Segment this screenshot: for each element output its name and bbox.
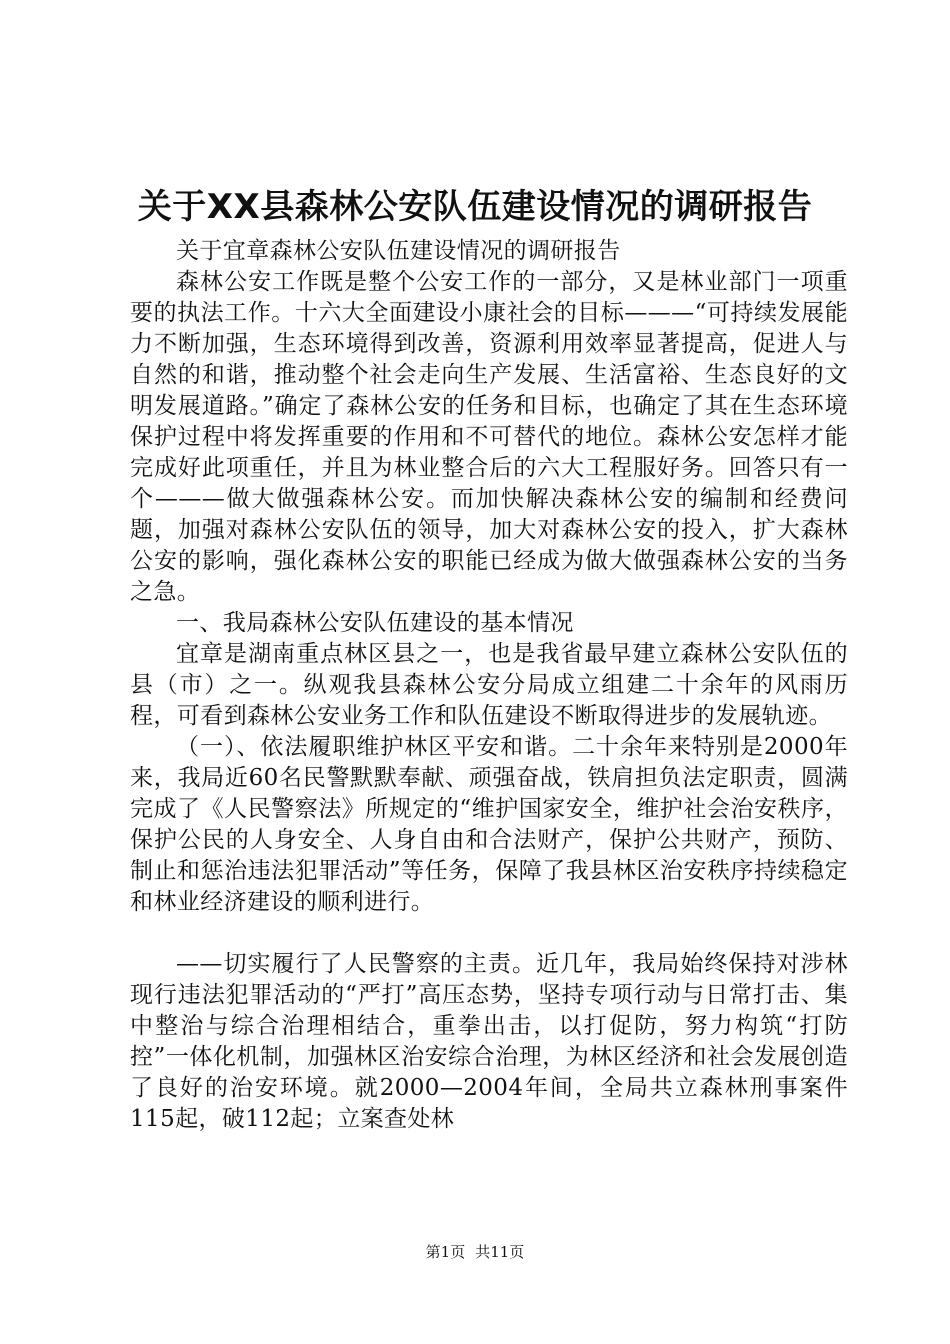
page-number: 第1页	[425, 1243, 466, 1261]
intro-paragraph: 森林公安工作既是整个公安工作的一部分，又是林业部门一项重要的执法工作。十六大全面建设小康社会的目标———“可持续发展能力不断加强，生态环境得到改善，资源利用效率显著提高，促进人与自然的和谐，推动整个社会走向生产发展、生活富裕、生态良好的文明发展道路。”确定了森林公安的任务和目标，也确定了其在生态环境保护过程中将发挥重要的作用和不可替代的地位。森林公安怎样才能完成好此项重任，并且为林业整合后的六大工程服好务。回答只有一个———做大做强森林公安。而加快解决森林公安的编制和经费问题，加强对森林公安队伍的领导，加大对森林公安的投入，扩大森林公安的影响，强化森林公安的职能已经成为做大做强森林公安的当务之急。	[130, 269, 848, 605]
page-footer	[0, 1242, 950, 1262]
duty-paragraph: ——切实履行了人民警察的主责。近几年，我局始终保持对涉林现行违法犯罪活动的“严打”高压态势，坚持专项行动与日常打击、集中整治与综合治理相结合，重拳出击，以打促防，努力构筑“打防控”一体化机制，加强林区治安综合治理，为林区经济和社会发展创造了良好的治安环境。就2000—2004年间，全局共立森林刑事案件115起，破112起；立案查处林	[130, 951, 848, 1132]
background-paragraph: 宜章是湖南重点林区县之一，也是我省最早建立森林公安队伍的县（市）之一。纵观我县森林公安分局成立组建二十余年的风雨历程，可看到森林公安业务工作和队伍建设不断取得进步的发展轨迹。	[130, 641, 848, 729]
page-total: 共11页	[475, 1243, 525, 1261]
document-title: 关于XX县森林公安队伍建设情况的调研报告	[137, 187, 813, 227]
subsection-paragraph: （一）、依法履职维护林区平安和谐。二十余年来特别是2000年来，我局近60名民警默默奉献、顽强奋战，铁肩担负法定职责，圆满完成了《人民警察法》所规定的“维护国家安全，维护社会治安秩序，保护公民的人身安全、人身自由和合法财产，保护公共财产，预防、制止和惩治违法犯罪活动”等任务，保障了我县林区治安秩序持续稳定和林业经济建设的顺利进行。	[130, 734, 848, 915]
section-heading: 一、我局森林公安队伍建设的基本情况	[176, 610, 574, 636]
document-body	[130, 236, 848, 1135]
subtitle-paragraph: 关于宜章森林公安队伍建设情况的调研报告	[176, 238, 621, 264]
